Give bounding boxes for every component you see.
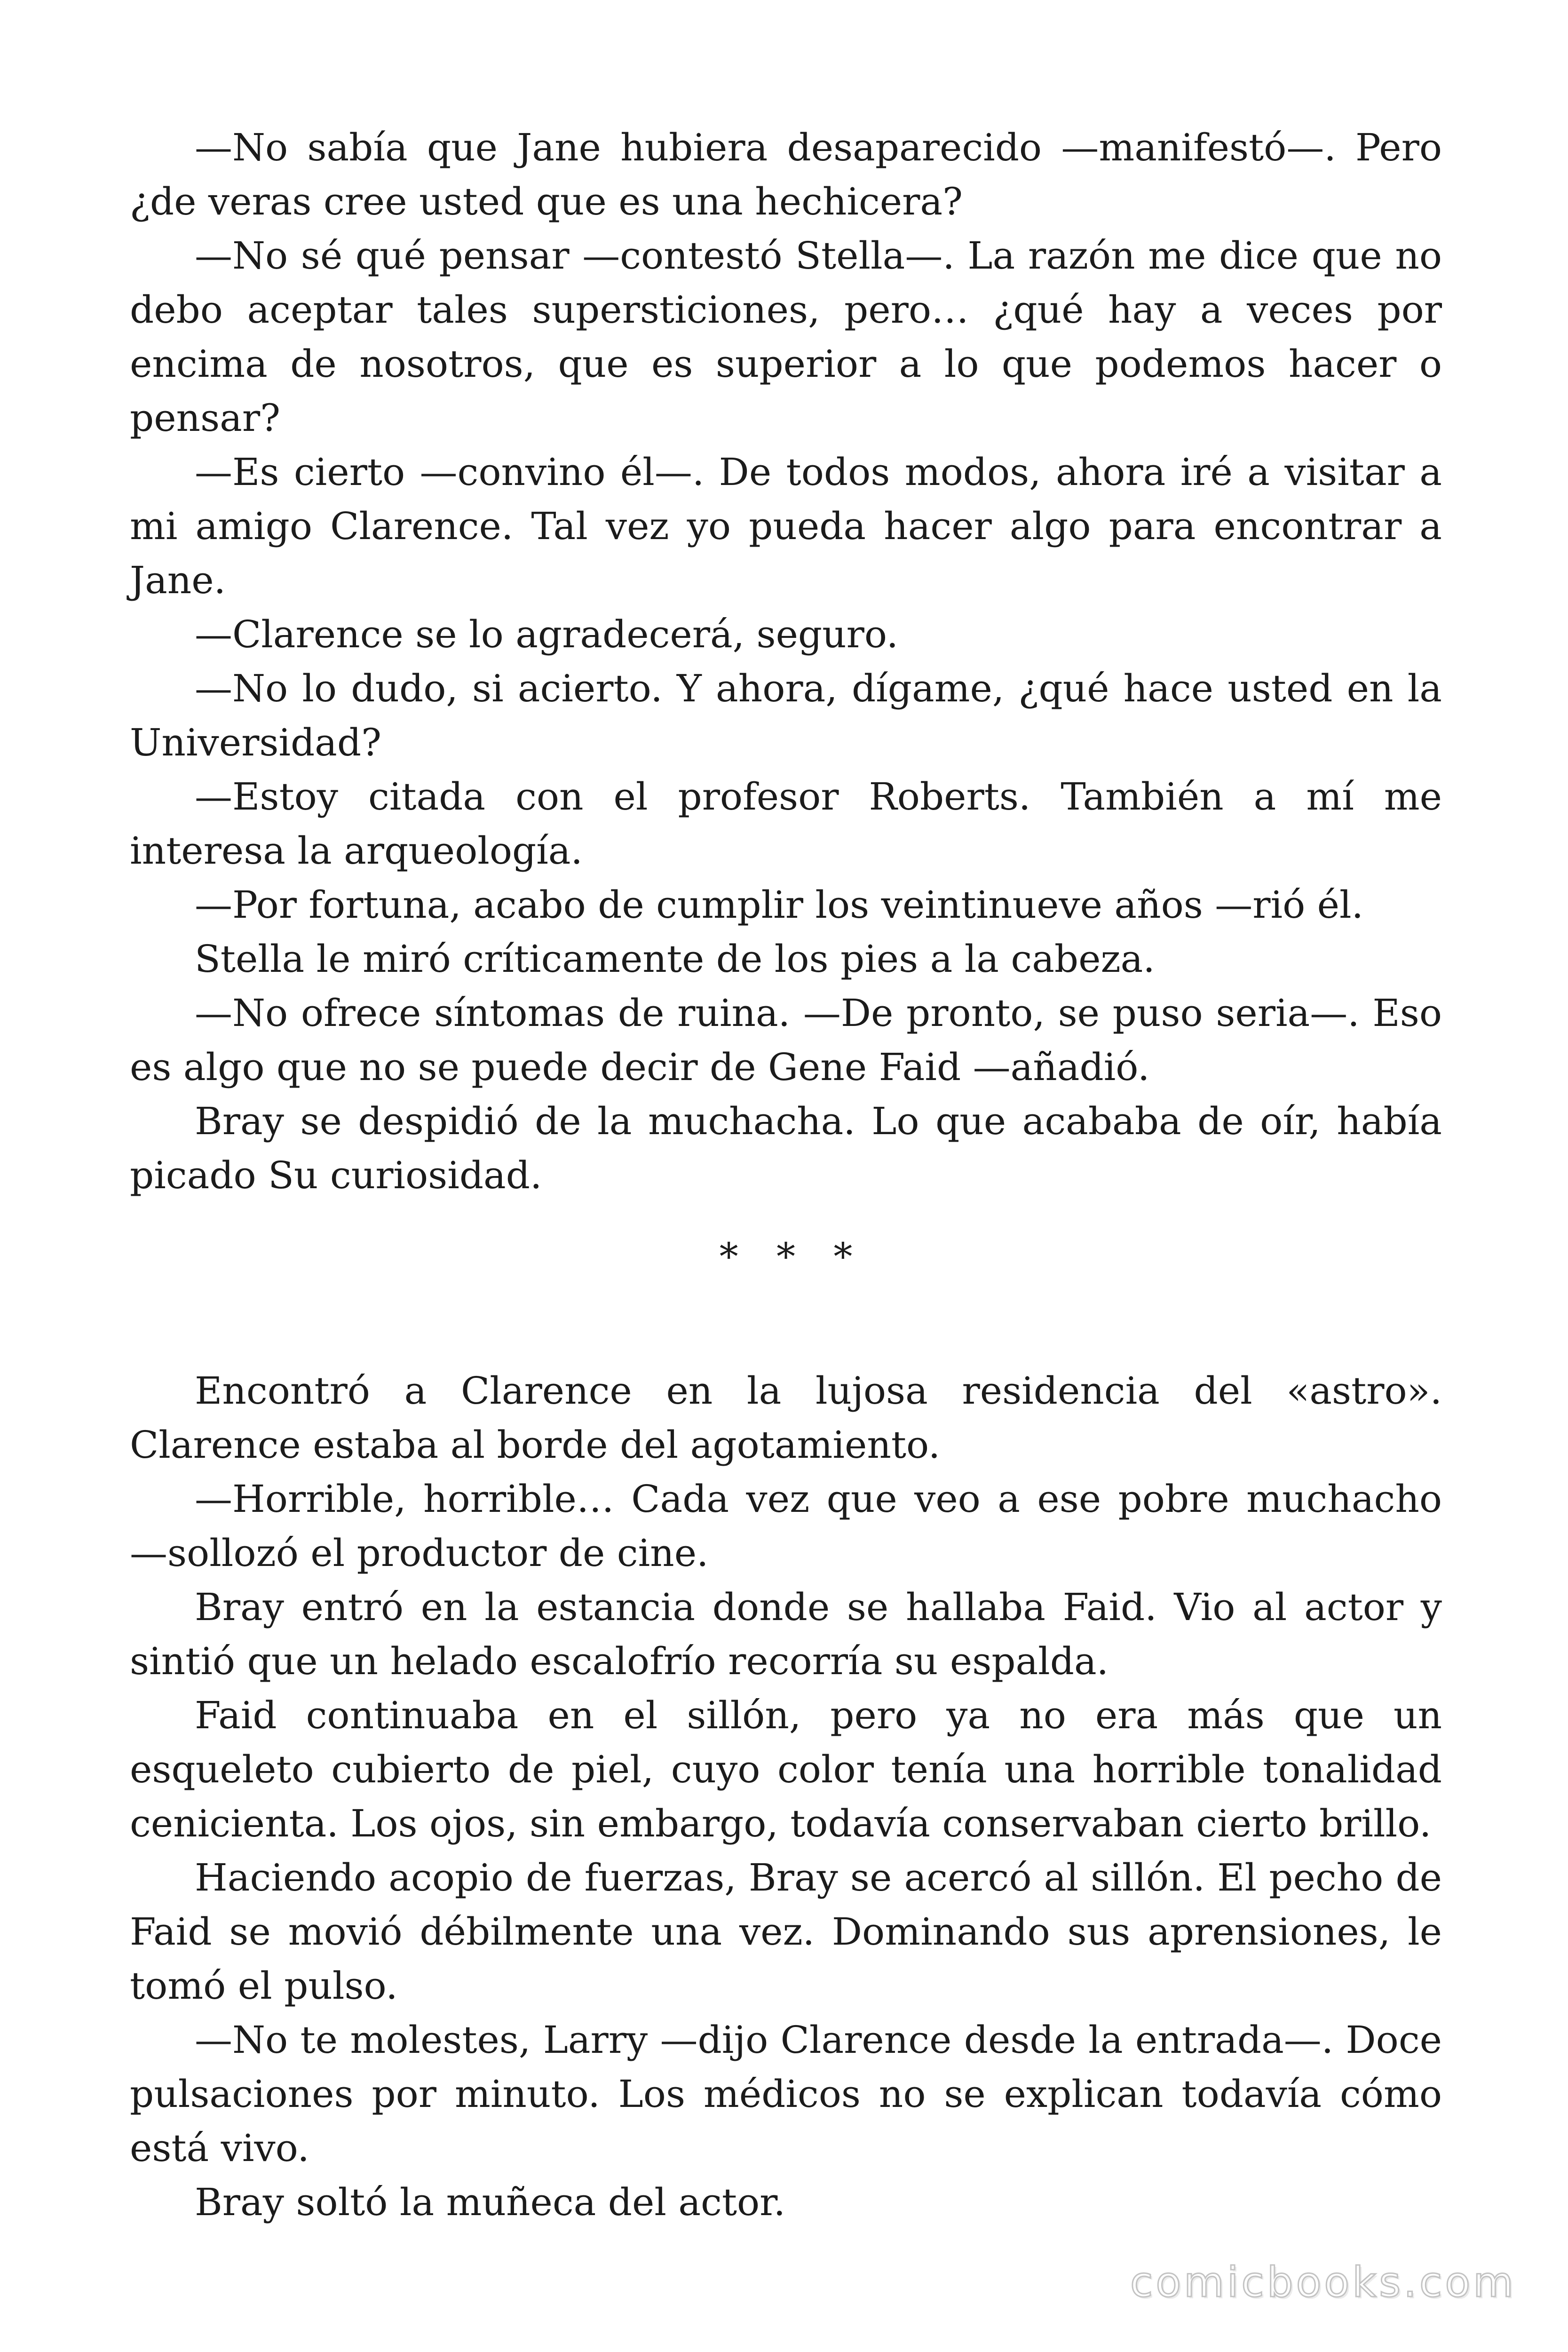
paragraph: —No sé qué pensar —contestó Stella—. La razón me dice que no debo aceptar tales supersticiones, pero… ¿qué hay a veces por encima de nosotros, que es superior a lo que podemos hacer o pensar? <box>130 234 1442 440</box>
paragraph: —Estoy citada con el profesor Roberts. También a mí me interesa la arqueología. <box>130 775 1442 873</box>
paragraph: Bray soltó la muñeca del actor. <box>195 2180 786 2224</box>
watermark: comicbooks.com <box>1130 2258 1516 2306</box>
paragraph: Stella le miró críticamente de los pies a la cabeza. <box>195 937 1155 981</box>
paragraph: —No sabía que Jane hubiera desaparecido —manifestó—. Pero ¿de veras cree usted que es una hechicera? <box>130 126 1442 223</box>
paragraph: —No ofrece síntomas de ruina. —De pronto, se puso seria—. Eso es algo que no se puede decir de Gene Faid —añadió. <box>130 991 1442 1089</box>
paragraph: —Horrible, horrible… Cada vez que veo a ese pobre muchacho —sollozó el productor de cine. <box>130 1477 1442 1575</box>
paragraph: Encontró a Clarence en la lujosa residencia del «astro». Clarence estaba al borde del agotamiento. <box>130 1369 1442 1467</box>
paragraph: Faid continuaba en el sillón, pero ya no era más que un esqueleto cubierto de piel, cuyo color tenía una horrible tonalidad cenicienta. Los ojos, sin embargo, todavía conservaban cierto brillo. <box>130 1693 1442 1845</box>
section-separator: * * * <box>719 1235 866 1279</box>
paragraph: —No te molestes, Larry —dijo Clarence desde la entrada—. Doce pulsaciones por minuto. Los médicos no se explican todavía cómo está vivo. <box>130 2018 1442 2170</box>
paragraph: Bray se despidió de la muchacha. Lo que acababa de oír, había picado Su curiosidad. <box>130 1099 1442 1197</box>
paragraph: Haciendo acopio de fuerzas, Bray se acercó al sillón. El pecho de Faid se movió débilmente una vez. Dominando sus aprensiones, le tomó el pulso. <box>130 1856 1442 2008</box>
paragraph: —No lo dudo, si acierto. Y ahora, dígame, ¿qué hace usted en la Universidad? <box>130 667 1442 764</box>
paragraph: —Es cierto —convino él—. De todos modos, ahora iré a visitar a mi amigo Clarence. Tal vez yo pueda hacer algo para encontrar a Jane. <box>130 450 1442 602</box>
page-body <box>130 120 1442 2229</box>
paragraph: Bray entró en la estancia donde se hallaba Faid. Vio al actor y sintió que un helado escalofrío recorría su espalda. <box>130 1585 1442 1683</box>
paragraph: —Por fortuna, acabo de cumplir los veintinueve años —rió él. <box>195 883 1364 927</box>
paragraph: —Clarence se lo agradecerá, seguro. <box>195 612 899 656</box>
